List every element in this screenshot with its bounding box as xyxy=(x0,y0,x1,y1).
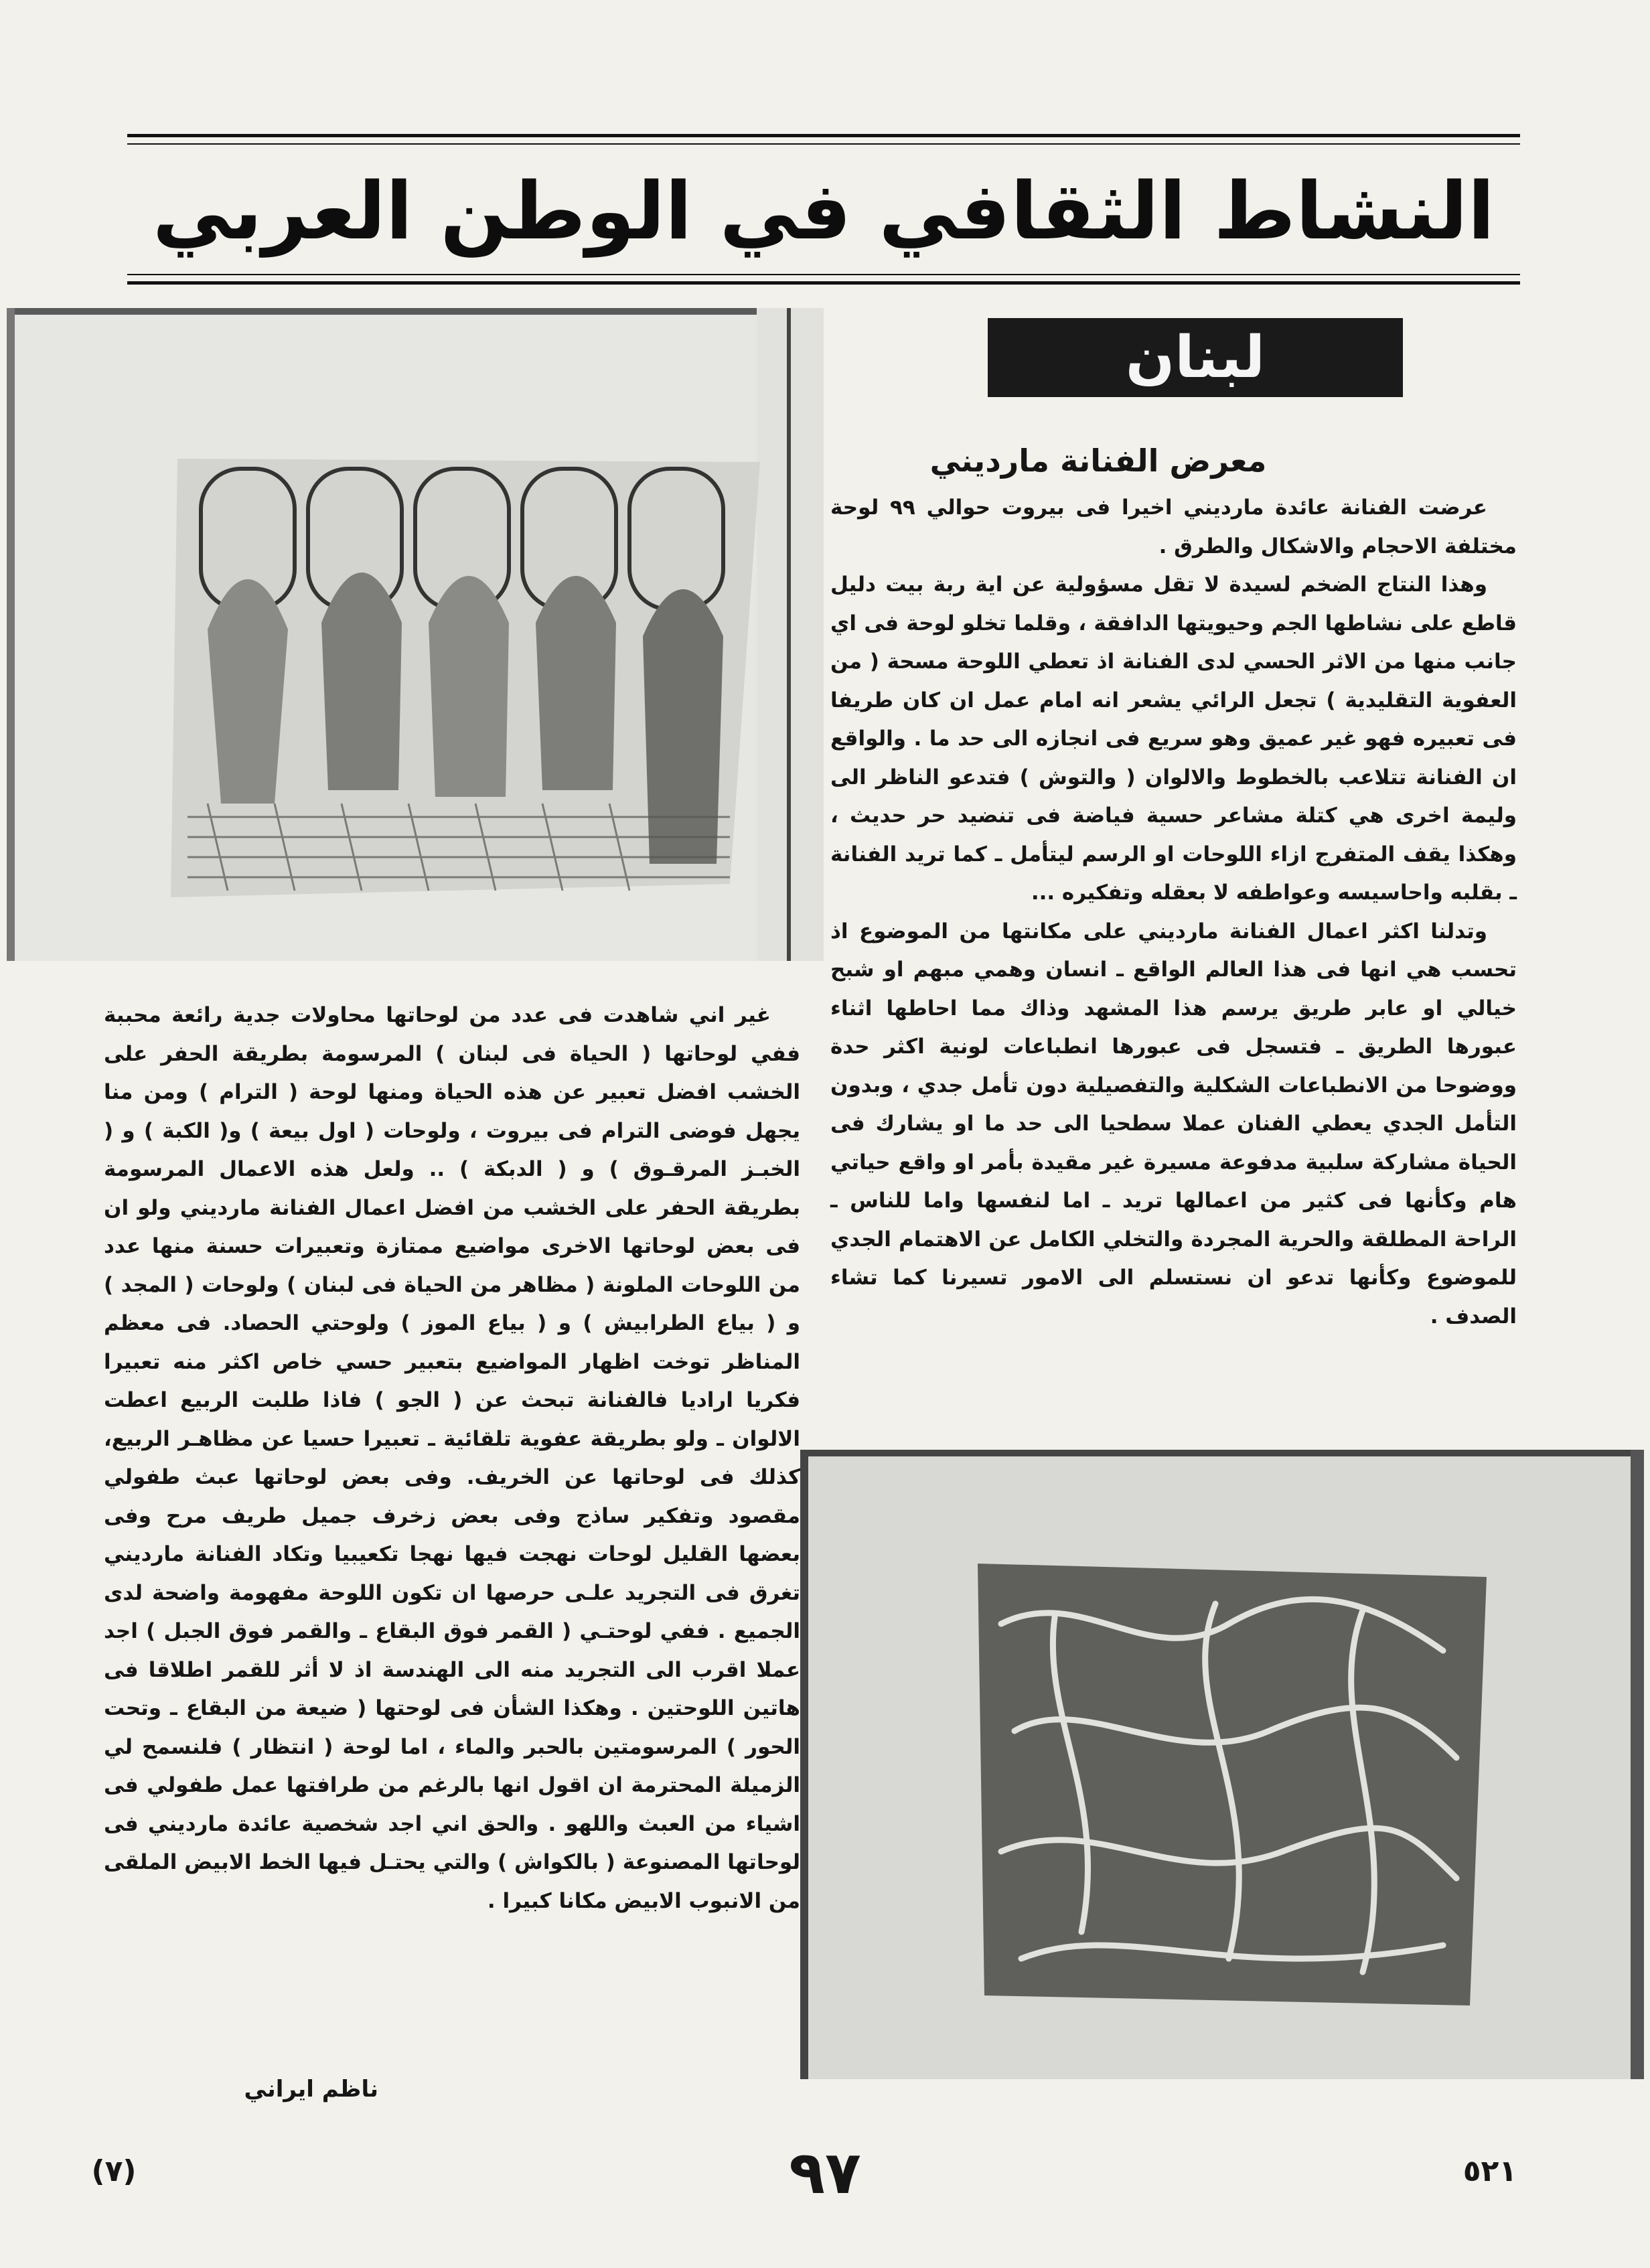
article-author: ناظم ايراني xyxy=(244,2076,378,2103)
page-title: النشاط الثقافي في الوطن العربي xyxy=(152,165,1495,257)
article-column-left xyxy=(104,996,800,1920)
header-rule-top-thin xyxy=(127,143,1520,145)
page-footer xyxy=(0,2136,1650,2210)
artwork-photo-woodcut-image xyxy=(7,308,824,961)
section-label-lebanon: لبنان xyxy=(988,318,1403,397)
page-header xyxy=(127,134,1520,285)
sequence-number: ٥٢١ xyxy=(1462,2154,1517,2188)
artwork-photo-woodcut xyxy=(7,308,824,961)
article-column-right xyxy=(830,489,1517,1336)
article-title: معرض الفنانة مارديني xyxy=(929,443,1267,479)
paragraph: غير اني شاهدت فى عدد من لوحاتها محاولات جدية رائعة محببة ففي لوحاتها ( الحياة فى لبنان ) المرسومة بطريقة الحفر على الخشب افضل تعبير عن هذه الحياة ومنها لوحة ( الترام ) ومن منا يجهل فوضى الترام فى بيروت ، ولوحات ( اول بيعة ) و( الكبة ) و ( الخبـز المرقـوق ) و ( الدبكة ) .. ولعل هذه الاعمال المرسومة بطريقة الحفر على الخشب من افضل اعمال الفنانة مارديني ولو ان فى بعض لوحاتها الاخرى مواضيع ممتازة وتعبيرات حسنة منها عدد من اللوحات الملونة ( مظاهر من الحياة فى لبنان ) ولوحات ( المجد ) و ( بياع الطرابيش ) و ( بياع الموز ) ولوحتي الحصاد. فى معظم المناظر توخت اظهار المواضيع بتعبير حسي خاص اكثر منه تعبيرا فكريا اراديا فالفنانة تبحث عن ( الجو ) فاذا طلبت الربيع اعطت الالوان ـ ولو بطريقة عفوية تلقائية ـ تعبيرا حسيا عن مظاهـر الربيع، كذلك فى لوحاتها عن الخريف. وفى بعض لوحاتها عبث طفولي مقصود وتفكير ساذج وفى بعض زخرف جميل طريف مرح وفى بعضها القليل لوحات نهجت فيها نهجا تكعيبيا وتكاد الفنانة مارديني تغرق فى التجريد علـى حرصها ان تكون اللوحة مفهومة واضحة لدى الجميع . ففي لوحتـي ( القمر فوق البقاع ـ والقمر فوق الجبل ) اجد عملا اقرب الى التجريد منه الى الهندسة اذ لا أثر للقمر اطلاقا فى هاتين اللوحتين . وهكذا الشأن فى لوحتها ( ضيعة من البقاع ـ وتحت الحور ) المرسومتين بالحبر والماء ، اما لوحة ( انتظار ) فلنسمح لي الزميلة المحترمة ان اقول انها بالرغم من طرافتها عمل طفولي فى اشياء من العبث واللهو . والحق اني اجد شخصية عائدة مارديني فى لوحاتها المصنوعة ( بالكواش ) والتي يحتـل فيها الخط الابيض الملقى من الانبوب الابيض مكانا كبيرا . xyxy=(104,1003,800,1913)
header-rule-bottom xyxy=(127,281,1520,285)
artwork-photo-gouache-image xyxy=(800,1450,1644,2079)
issue-number: (٧) xyxy=(91,2154,137,2188)
paragraph: وهذا النتاج الضخم لسيدة لا تقل مسؤولية عن اية ربة بيت دليل قاطع على نشاطها الجم وحيويتها الدافقة ، وقلما تخلو لوحة فى اي جانب منها من الاثر الحسي لدى الفنانة اذ تعطي اللوحة مسحة ( من العفوية التقليدية ) تجعل الرائي يشعر انه امام عمل ان كان طريفا فى تعبيره فهو غير عميق وهو سريع فى انجازه الى حد ما . والواقع ان الفنانة تتلاعب بالخطوط والالوان ( والتوش ) فتدعو الناظر الى وليمة اخرى هي كتلة مشاعر حسية فياضة فى تنضيد حر حديث ، وهكذا يقف المتفرج ازاء اللوحات او الرسم ليتأمل ـ كما تريد الفنانة ـ بقلبه واحاسيسه وعواطفه لا بعقله وتفكيره ... xyxy=(830,573,1517,905)
paragraph: عرضت الفنانة عائدة مارديني اخيرا فى بيروت حوالي ٩٩ لوحة مختلفة الاحجام والاشكال والطرق . xyxy=(830,496,1517,558)
header-rule-bottom-thin xyxy=(127,274,1520,275)
page-number: ٩٧ xyxy=(789,2138,861,2207)
paragraph: وتدلنا اكثر اعمال الفنانة مارديني على مكانتها من الموضوع اذ تحسب هي انها فى هذا العالم الواقع ـ انسان وهمي مبهم او شبح خيالي او عابر طريق يرسم هذا المشهد وذاك مما احاطها اثناء عبورها الطريق ـ فتسجل فى عبورها انطباعات لونية اكثر حدة ووضوحا من الانطباعات الشكلية والتفصيلية دون تأمل جدي ، وبدون التأمل الجدي يعطي الفنان عملا سطحيا الى حد ما او يشارك فى الحياة مشاركة سلبية مدفوعة مسيرة غير مقيدة بأمر او واقع حياتي هام وكأنها فى كثير من اعمالها تريد ـ اما لنفسها واما للناس ـ الراحة المطلقة والحرية المجردة والتخلي الكامل عن الاهتمام الجدي للموضوع وكأنها تدعو ان نستسلم الى الامور تسيرنا كما تشاء الصدف . xyxy=(830,919,1517,1329)
artwork-photo-gouache xyxy=(800,1450,1644,2079)
header-rule-top xyxy=(127,134,1520,137)
